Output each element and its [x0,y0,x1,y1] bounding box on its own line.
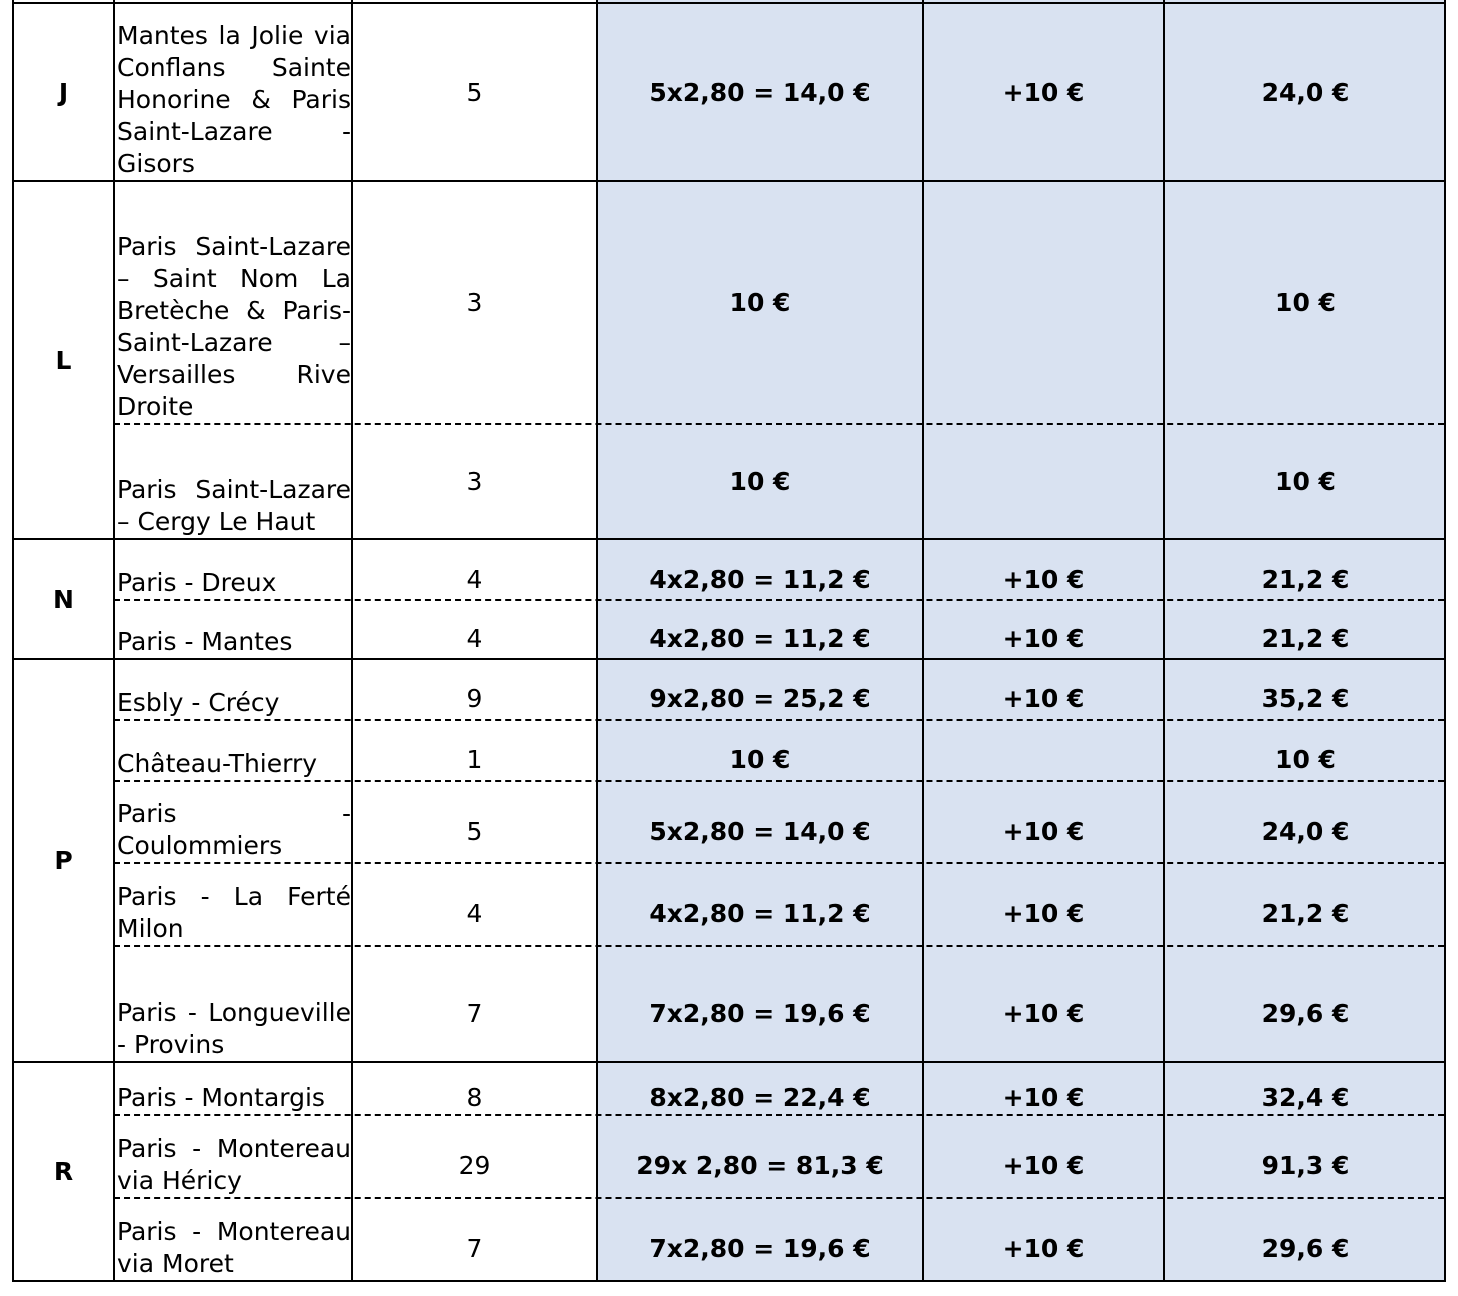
route-name: Mantes la Jolie via Conflans Sainte Honorine & Paris Saint-Lazare - Gisors [117,21,351,178]
supplement: +10 € [1002,623,1085,653]
stop-count: 4 [466,565,483,594]
route-cell [115,540,351,599]
route-cell [115,947,351,1061]
route-name: Paris - Longueville - Provins [117,998,351,1059]
total-fare: 91,3 € [1261,1151,1350,1180]
route-name: Paris - Montereau via Moret [117,1217,351,1278]
route-name: Paris - Montereau via Héricy [117,1134,351,1195]
supplement: +10 € [1002,816,1085,846]
route-name: Château-Thierry [117,749,318,778]
fare-calculation: 5x2,80 = 14,0 € [649,816,871,846]
stop-count: 3 [466,288,483,317]
route-name: Paris Saint-Lazare – Cergy Le Haut [117,475,351,536]
route-cell [115,1063,351,1114]
route-name: Paris - Coulommiers [117,799,351,860]
route-name: Paris - Mantes [117,627,293,656]
supplement: +10 € [1002,1083,1085,1112]
supplement: +10 € [1002,77,1085,107]
supplement: +10 € [1002,684,1085,713]
route-name: Paris - Dreux [117,568,277,597]
fare-calculation: 10 € [729,467,791,496]
route-name: Paris - Montargis [117,1083,325,1112]
total-fare: 35,2 € [1261,684,1350,713]
supplement: +10 € [1002,1234,1085,1263]
fare-calculation: 8x2,80 = 22,4 € [649,1083,871,1112]
route-name: Paris Saint-Lazare – Saint Nom La Bretèche & Paris-Saint-Lazare – Versailles Rive Droite [117,232,351,421]
line-label: N [53,584,74,614]
line-label: J [58,77,69,107]
route-cell [115,721,351,780]
total-fare: 10 € [1275,744,1336,774]
fare-calculation: 4x2,80 = 11,2 € [649,623,871,653]
supplement [924,182,1163,423]
fare-calculation: 4x2,80 = 11,2 € [649,565,871,594]
route-name: Esbly - Crécy [117,688,280,717]
total-fare: 21,2 € [1261,899,1350,928]
fare-calculation: 4x2,80 = 11,2 € [649,899,871,928]
fare-calculation: 10 € [729,288,791,317]
fare-table [12,0,1446,1282]
total-fare: 29,6 € [1261,1234,1350,1263]
total-fare: 29,6 € [1261,998,1350,1028]
route-cell [115,782,351,862]
stop-count: 4 [466,623,483,653]
total-fare: 24,0 € [1261,77,1350,107]
line-label: P [54,846,73,875]
total-fare: 21,2 € [1261,623,1350,653]
total-fare: 21,2 € [1261,565,1350,594]
supplement: +10 € [1002,565,1085,594]
route-cell [115,1199,351,1280]
stop-count: 29 [458,1151,491,1180]
supplement [924,425,1163,538]
total-fare: 10 € [1275,288,1336,317]
line-label: R [53,1157,74,1186]
stop-count: 5 [466,816,483,846]
fare-calculation: 5x2,80 = 14,0 € [649,77,871,107]
fare-calculation: 9x2,80 = 25,2 € [649,684,871,713]
route-cell [115,425,351,538]
route-cell [115,864,351,945]
fare-calculation: 29x 2,80 = 81,3 € [636,1151,884,1180]
fare-calculation: 7x2,80 = 19,6 € [649,998,871,1028]
route-cell [115,4,351,180]
stop-count: 8 [466,1083,483,1112]
stop-count: 3 [466,467,483,496]
stop-count: 4 [466,899,483,928]
stop-count: 5 [466,77,483,107]
stop-count: 1 [466,744,483,774]
fare-calculation: 10 € [729,744,791,774]
stop-count: 7 [466,1234,483,1263]
supplement: +10 € [1002,1151,1085,1180]
total-fare: 10 € [1275,467,1336,496]
route-cell [115,182,351,423]
stop-count: 7 [466,998,483,1028]
route-cell [115,1116,351,1197]
total-fare: 24,0 € [1261,816,1350,846]
line-label: L [55,345,72,375]
total-fare: 32,4 € [1261,1083,1350,1112]
supplement: +10 € [1002,899,1085,928]
supplement: +10 € [1002,998,1085,1028]
stop-count: 9 [466,684,483,713]
route-cell [115,601,351,658]
route-cell [115,660,351,719]
fare-calculation: 7x2,80 = 19,6 € [649,1234,871,1263]
route-name: Paris - La Ferté Milon [117,882,351,943]
